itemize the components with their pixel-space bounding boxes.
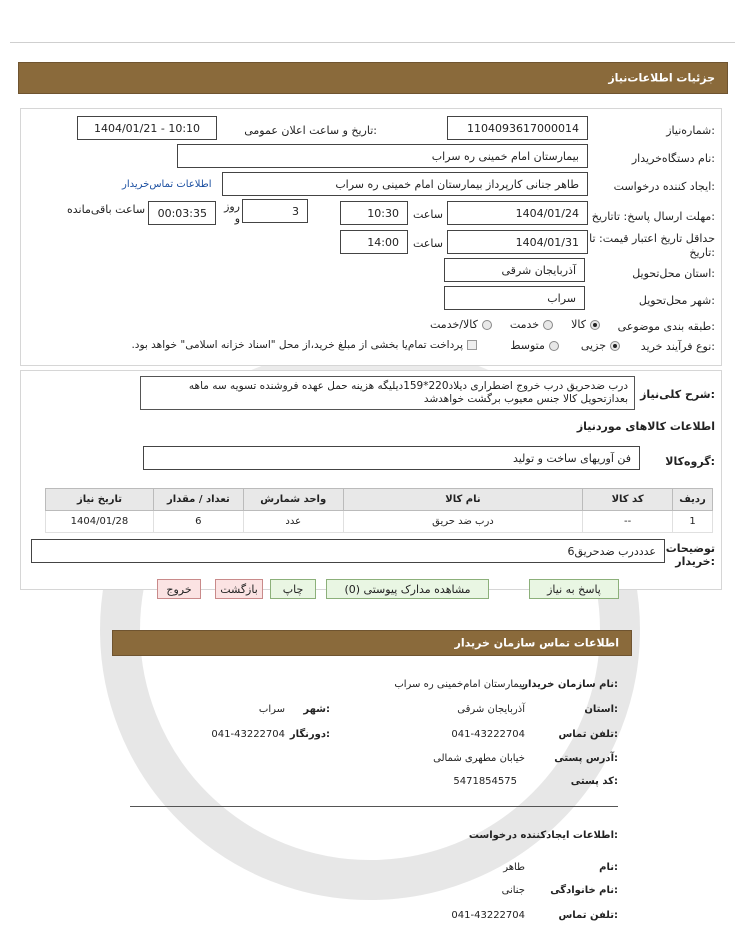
- creator-family-value: جنانی: [501, 885, 525, 896]
- category-option-service[interactable]: خدمت: [510, 318, 553, 331]
- process-label: نوع فرآیند خرید:: [640, 340, 715, 353]
- contact-org-label: نام سازمان خریدار:: [522, 679, 618, 690]
- cell-code: --: [583, 511, 673, 533]
- deadline-time-label: ساعت: [413, 208, 443, 221]
- contact-postal-label: کد پستی:: [570, 776, 618, 787]
- goods-table: [45, 488, 713, 533]
- deadline-time-field: 10:30: [340, 201, 408, 225]
- details-header-title: جزئیات اطلاعات‌نیاز: [608, 71, 715, 85]
- requester-field: طاهر جنانی کارپرداز بیمارستان امام خمینی ره سراب: [222, 172, 588, 196]
- validity-date-field: 1404/01/31: [447, 230, 588, 254]
- checkbox-icon[interactable]: [467, 340, 477, 350]
- contact-address-value: خیابان مطهری شمالی: [433, 753, 525, 764]
- top-divider: [10, 42, 735, 43]
- need-number-field: 1104093617000014: [447, 116, 588, 140]
- treasury-payment-option[interactable]: [131, 339, 477, 351]
- goods-table-header-row: [46, 489, 713, 511]
- contact-province-value: آذربایجان شرقی: [457, 704, 525, 715]
- contact-address-label: آدرس پستی:: [554, 753, 618, 764]
- exit-button[interactable]: خروج: [157, 579, 201, 599]
- contact-fax-value: 041-43222704: [211, 729, 285, 740]
- creator-family-label: نام خانوادگی:: [550, 885, 618, 896]
- radio-icon[interactable]: [543, 320, 553, 330]
- treasury-payment-text: پرداخت تمام‌یا بخشی از مبلغ خرید،از محل "اسناد خزانه اسلامی" خواهد بود.: [131, 339, 463, 351]
- announce-label: تاریخ و ساعت اعلان عمومی:: [244, 124, 377, 137]
- process-radio-group: [475, 339, 620, 352]
- col-qty: تعداد / مقدار: [153, 489, 243, 511]
- col-unit: واحد شمارش: [243, 489, 343, 511]
- buyer-contact-link[interactable]: اطلاعات تماس‌خریدار: [122, 179, 212, 190]
- contact-phone-value: 041-43222704: [451, 729, 525, 740]
- cell-name: درب ضد حریق: [343, 511, 583, 533]
- remaining-time-field: 00:03:35: [148, 201, 216, 225]
- contact-divider: [130, 806, 618, 807]
- table-row: [46, 511, 713, 533]
- cell-date: 1404/01/28: [46, 511, 154, 533]
- contact-city-label: شهر:: [303, 704, 330, 715]
- reply-button[interactable]: پاسخ به نیاز: [529, 579, 619, 599]
- buyer-notes-field: 6عدددرب ضدحریق: [31, 539, 665, 563]
- creator-section-title: اطلاعات ایجادکننده درخواست:: [468, 830, 618, 841]
- back-button[interactable]: بازگشت: [215, 579, 263, 599]
- city-label: شهر محل‌تحویل:: [638, 294, 715, 307]
- details-header: [18, 62, 728, 94]
- goods-group-label: گروه‌کالا:: [665, 455, 715, 468]
- contact-postal-value: 5471854575: [453, 776, 517, 787]
- contact-phone-label: تلفن تماس:: [558, 729, 618, 740]
- col-code: کد کالا: [583, 489, 673, 511]
- col-date: تاریخ نیاز: [46, 489, 154, 511]
- description-text: درب ضدحریق درب خروج اضطراری دیلاد220*159دیلیگه هزینه حمل عهده فروشنده تسویه سه ماهه بعدازتحویل کالا جنس معیوب برگشت خواهدشد: [140, 376, 635, 410]
- need-number-label: شماره‌نیاز:: [666, 124, 715, 137]
- validity-time-field: 14:00: [340, 230, 408, 254]
- cell-row: 1: [673, 511, 713, 533]
- announce-field: 1404/01/21 - 10:10: [77, 116, 217, 140]
- goods-section-title: اطلاعات کالاهای موردنیاز: [576, 420, 715, 433]
- goods-table-wrapper: [45, 488, 713, 533]
- contact-fax-label: دورنگار:: [289, 729, 330, 740]
- goods-group-field: فن آوریهای ساخت و تولید: [143, 446, 640, 470]
- category-label: طبقه بندی موضوعی:: [617, 320, 715, 333]
- cell-qty: 6: [153, 511, 243, 533]
- creator-name-label: نام:: [599, 862, 618, 873]
- days-remaining-field: 3: [242, 199, 308, 223]
- col-row: ردیف: [673, 489, 713, 511]
- remaining-time-label: ساعت باقی‌مانده: [67, 203, 146, 216]
- province-label: استان محل‌تحویل:: [632, 267, 715, 280]
- creator-phone-label: تلفن تماس:: [558, 910, 618, 921]
- days-label: روز و: [224, 200, 240, 225]
- category-option-goods[interactable]: کالا: [571, 318, 600, 331]
- city-field: سراب: [444, 286, 585, 310]
- category-option-both[interactable]: کالا/خدمت: [430, 318, 492, 331]
- cell-unit: عدد: [243, 511, 343, 533]
- buyer-org-label: نام دستگاه‌خریدار:: [631, 152, 715, 165]
- print-button[interactable]: چاپ: [270, 579, 316, 599]
- contact-city-value: سراب: [258, 704, 285, 715]
- col-name: نام کالا: [343, 489, 583, 511]
- creator-name-value: طاهر: [503, 862, 525, 873]
- description-label: شرح کلی‌نیاز:: [640, 388, 715, 401]
- contact-org-value: بیمارستان امام‌خمینی ره سراب: [394, 679, 525, 690]
- process-option-minor[interactable]: جزیی: [581, 339, 620, 352]
- radio-icon[interactable]: [482, 320, 492, 330]
- contact-province-label: استان:: [584, 704, 618, 715]
- radio-icon[interactable]: [549, 341, 559, 351]
- validity-label: حداقل تاریخ اعتبار قیمت: تا تاریخ:: [589, 232, 715, 259]
- validity-time-label: ساعت: [413, 237, 443, 250]
- buyer-notes-label: توضیحات خریدار:: [665, 542, 715, 568]
- creator-phone-value: 041-43222704: [451, 910, 525, 921]
- deadline-label: مهلت ارسال پاسخ: تاتاریخ:: [591, 210, 715, 223]
- radio-selected-icon[interactable]: [590, 320, 600, 330]
- process-option-medium[interactable]: متوسط: [510, 339, 559, 352]
- requester-label: ایجاد کننده درخواست:: [613, 180, 715, 193]
- radio-selected-icon[interactable]: [610, 341, 620, 351]
- contact-header: [112, 630, 632, 656]
- category-radio-group: [420, 318, 600, 331]
- attachments-button[interactable]: مشاهده مدارک پیوستی (0): [326, 579, 489, 599]
- contact-header-title: اطلاعات تماس سازمان خریدار: [454, 636, 619, 650]
- deadline-date-field: 1404/01/24: [447, 201, 588, 225]
- province-field: آذربایجان شرقی: [444, 258, 585, 282]
- buyer-org-field: بیمارستان امام خمینی ره سراب: [177, 144, 588, 168]
